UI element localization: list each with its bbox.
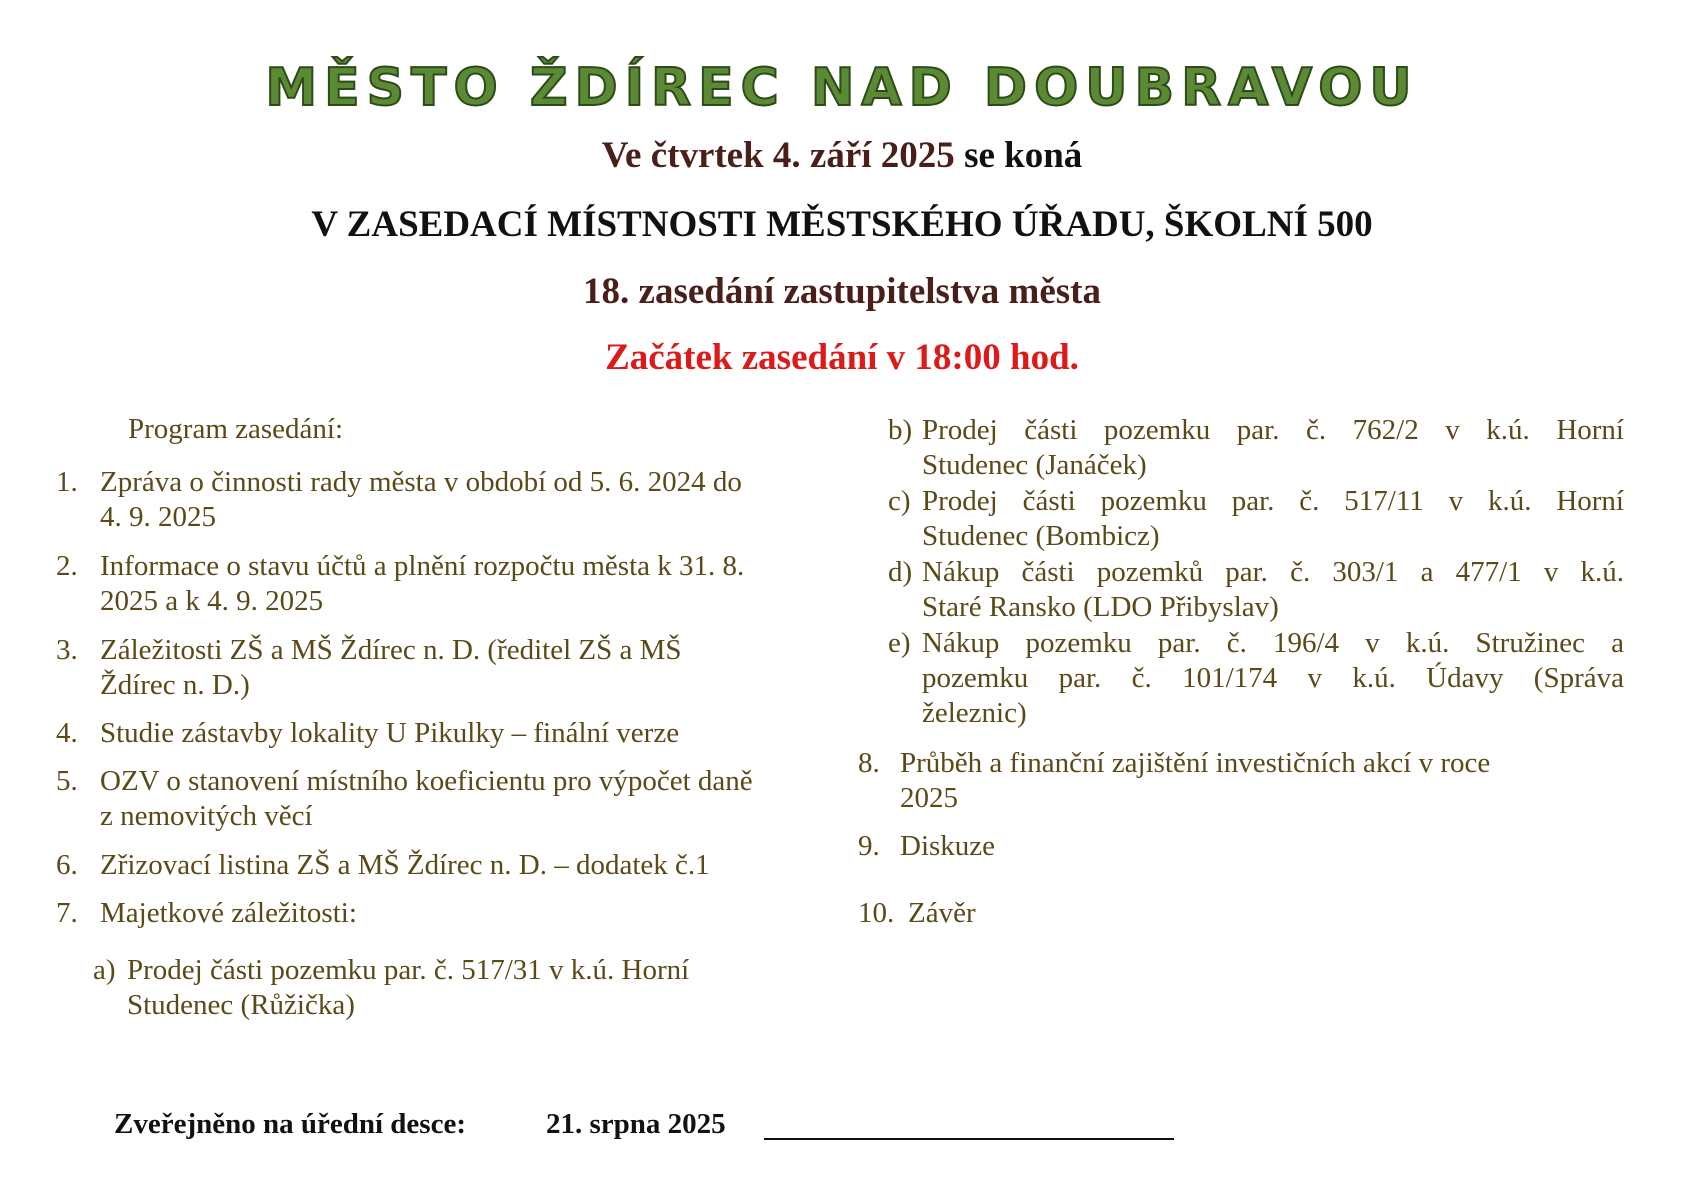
item-text-line: z nemovitých věcí	[100, 800, 313, 832]
item-text-line: Ždírec n. D.)	[100, 669, 250, 701]
meeting-date-suffix: se koná	[954, 135, 1083, 176]
subitem-letter: a)	[93, 954, 116, 986]
item-text-line: Nákup pozemku par. č. 196/4 v k.ú. Stružinec a	[922, 627, 1624, 659]
subitem-letter: b)	[888, 414, 913, 446]
subitem-letter: c)	[888, 485, 911, 517]
item-text-line: Informace o stavu účtů a plnění rozpočtu města k 31. 8.	[100, 550, 745, 582]
item-text-line: 4. 9. 2025	[100, 501, 216, 533]
item-text-line: Majetkové záležitosti:	[100, 897, 357, 929]
meeting-date: Ve čtvrtek 4. září 2025	[601, 135, 955, 176]
item-number: 9.	[858, 830, 880, 862]
item-number: 3.	[56, 634, 78, 666]
item-number: 2.	[56, 550, 78, 582]
item-text-line: Záležitosti ZŠ a MŠ Ždírec n. D. (ředitel ZŠ a MŠ	[100, 634, 682, 666]
item-text-line: Závěr	[908, 897, 976, 929]
item-text-line: železnic)	[922, 697, 1027, 729]
program-heading: Program zasedání:	[128, 413, 344, 445]
item-text-line: Prodej části pozemku par. č. 762/2 v k.ú. Horní	[922, 414, 1624, 446]
item-text-line: 2025 a k 4. 9. 2025	[100, 585, 324, 617]
item-number: 1.	[56, 466, 78, 498]
item-text-line: Prodej části pozemku par. č. 517/31 v k.ú. Horní	[127, 954, 690, 986]
item-text-line: Průběh a finanční zajištění investičních akcí v roce	[900, 747, 1491, 779]
item-text-line: Staré Ransko (LDO Přibyslav)	[922, 591, 1279, 623]
item-number: 6.	[56, 849, 78, 881]
meeting-date-line	[0, 134, 1684, 177]
item-text-line: Studenec (Bombicz)	[922, 520, 1160, 552]
meeting-start-time: Začátek zasedání v 18:00 hod.	[605, 337, 1079, 378]
subitem-letter: d)	[888, 556, 913, 588]
item-text-line: pozemku par. č. 101/174 v k.ú. Údavy (Správa	[922, 662, 1624, 694]
item-text-line: Zpráva o činnosti rady města v období od 5. 6. 2024 do	[100, 466, 742, 498]
item-number: 4.	[56, 717, 78, 749]
item-number: 10.	[858, 897, 895, 929]
meeting-venue: V ZASEDACÍ MÍSTNOSTI MĚSTSKÉHO ÚŘADU, ŠKOLNÍ 500	[311, 204, 1373, 245]
item-text-line: Prodej části pozemku par. č. 517/11 v k.ú. Horní	[922, 485, 1624, 517]
item-number: 5.	[56, 765, 78, 797]
signature-line	[764, 1138, 1174, 1140]
publication-date: 21. srpna 2025	[546, 1108, 726, 1140]
item-text-line: OZV o stanovení místního koeficientu pro výpočet daně	[100, 765, 753, 797]
item-text-line: Nákup části pozemků par. č. 303/1 a 477/1 v k.ú.	[922, 556, 1624, 588]
item-number: 7.	[56, 897, 78, 929]
item-text-line: Studenec (Růžička)	[127, 989, 355, 1021]
meeting-title: 18. zasedání zastupitelstva města	[583, 271, 1101, 312]
item-number: 8.	[858, 747, 880, 779]
publication-footer	[114, 1108, 726, 1141]
item-text-line: Diskuze	[900, 830, 996, 862]
item-text-line: Studenec (Janáček)	[922, 449, 1147, 481]
item-text-line: 2025	[900, 782, 958, 814]
item-text-line: Studie zástavby lokality U Pikulky – finální verze	[100, 717, 680, 749]
item-text-line: Zřizovací listina ZŠ a MŠ Ždírec n. D. – dodatek č.1	[100, 849, 710, 881]
subitem-letter: e)	[888, 627, 911, 659]
town-title: MĚSTO ŽDÍREC NAD DOUBRAVOU	[265, 58, 1419, 118]
publication-label: Zveřejněno na úřední desce:	[114, 1108, 466, 1140]
